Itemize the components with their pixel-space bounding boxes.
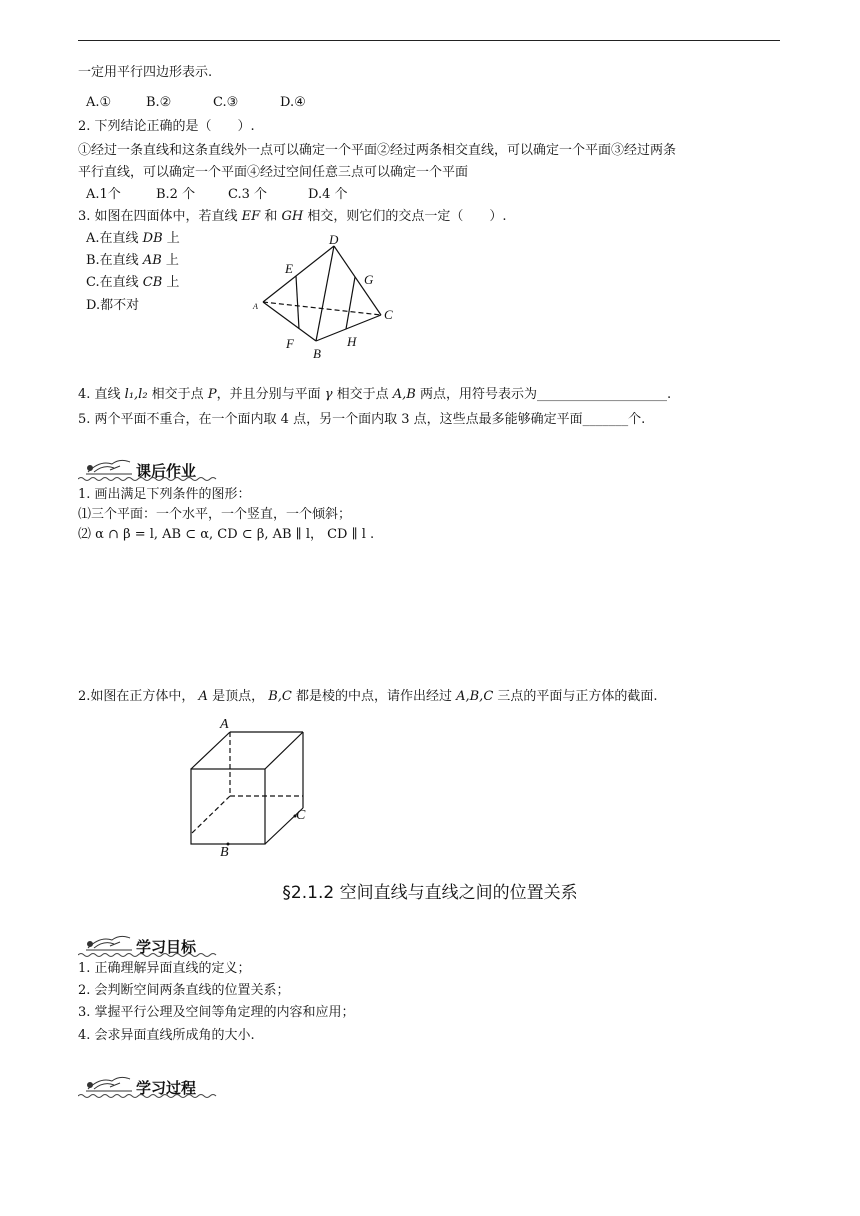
goals-heading: 学习目标 <box>136 938 197 956</box>
homework-q2: 2.如图在正方体中， A 是顶点， B,C 都是棱的中点，请作出经过 A,B,C 三点的平面与正方体的截面. <box>78 689 658 704</box>
cube-label-b: B <box>220 845 229 860</box>
wavy-underline <box>78 476 218 482</box>
q4-text: 4. 直线 l₁,l₂ 相交于点 P，并且分别与平面 γ 相交于点 A,B 两点，用符号表示为____________________. <box>78 387 672 402</box>
q2-option-d: D.4 个 <box>308 187 348 202</box>
homework-q1: 1. 画出满足下列条件的图形： <box>78 487 251 502</box>
goal-item: 4. 会求异面直线所成角的大小. <box>78 1028 255 1043</box>
q1-options <box>86 94 306 112</box>
q2-option-b: B.2 个 <box>156 187 196 202</box>
q1-option-d: D.④ <box>280 95 306 110</box>
q3-option-d: D.都不对 <box>86 298 140 313</box>
label-h: H <box>347 334 357 349</box>
label-f: F <box>286 336 294 351</box>
book-pen-icon <box>80 456 134 476</box>
process-heading: 学习过程 <box>136 1079 197 1097</box>
homework-q1a: ⑴三个平面：一个水平，一个竖直，一个倾斜； <box>78 507 352 522</box>
q2-option-a: A.1个 <box>86 187 121 202</box>
cube-label-a: A <box>220 717 229 732</box>
label-d: D <box>329 234 339 247</box>
q2-body-line1: ①经过一条直线和这条直线外一点可以确定一个平面②经过两条相交直线，可以确定一个平面③经过两条 <box>78 143 677 158</box>
q3-option-b: B.在直线 AB 上 <box>86 253 179 268</box>
q3-stem: 3. 如图在四面体中，若直线 EF 和 GH 相交，则它们的交点一定（ ）. <box>78 209 507 224</box>
q4-answer-blank: ____________________ <box>536 387 667 402</box>
q3-option-c: C.在直线 CB 上 <box>86 275 180 290</box>
label-c: C <box>384 307 393 322</box>
homework-heading: 课后作业 <box>136 462 197 480</box>
q3-option-a: A.在直线 DB 上 <box>86 231 180 246</box>
q5-text: 5. 两个平面不重合，在一个面内取 4 点，另一个面内取 3 点，这些点最多能够确定平面_______个. <box>78 412 646 427</box>
wavy-underline <box>78 952 218 958</box>
q2-body-line2: 平行直线，可以确定一个平面④经过空间任意三点可以确定一个平面 <box>78 165 469 180</box>
q1-option-a: A.① <box>86 95 112 110</box>
q1-option-b: B.② <box>146 95 172 110</box>
book-pen-icon <box>80 932 134 952</box>
q2-option-c: C.3 个 <box>228 187 268 202</box>
cube-label-c: C <box>296 808 306 823</box>
goal-item: 3. 掌握平行公理及空间等角定理的内容和应用； <box>78 1005 355 1020</box>
section-title: §2.1.2 空间直线与直线之间的位置关系 <box>282 883 578 903</box>
header-rule <box>78 40 780 41</box>
cube-figure <box>180 712 330 862</box>
label-e: E <box>285 261 293 276</box>
goals-section-header <box>78 932 218 958</box>
homework-q1b: ⑵ α ∩ β = l, AB ⊂ α, CD ⊂ β, AB ∥ l， CD ∥ l . <box>78 527 375 542</box>
process-section-header <box>78 1073 218 1099</box>
goal-item: 1. 正确理解异面直线的定义； <box>78 961 251 976</box>
q1-option-c: C.③ <box>213 95 239 110</box>
label-g: G <box>364 272 374 287</box>
q2-options <box>86 186 348 204</box>
goal-item: 2. 会判断空间两条直线的位置关系； <box>78 983 290 998</box>
q2-stem: 2. 下列结论正确的是（ ）. <box>78 119 255 134</box>
label-a: A <box>253 302 258 311</box>
q1-tail: 一定用平行四边形表示. <box>78 65 213 80</box>
book-pen-icon <box>80 1073 134 1093</box>
tetrahedron-figure <box>250 234 410 364</box>
homework-section-header <box>78 456 218 482</box>
wavy-underline <box>78 1093 218 1099</box>
label-b: B <box>313 346 321 361</box>
